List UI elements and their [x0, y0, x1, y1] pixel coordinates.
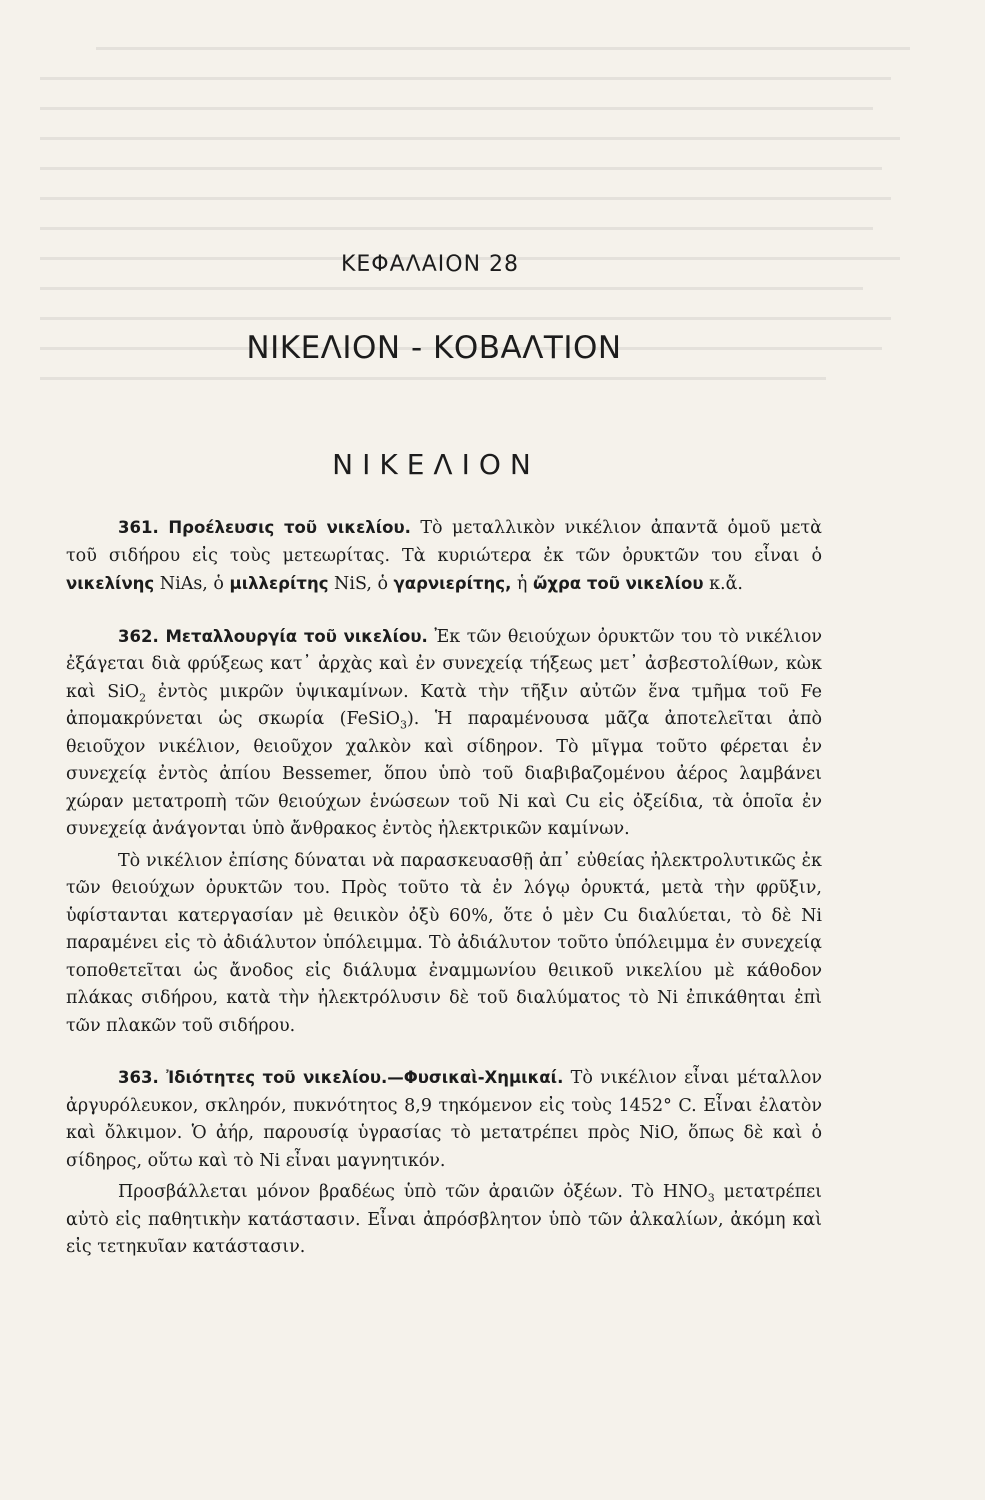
show-through-text [40, 20, 965, 450]
mineral-term: μιλλερίτης [229, 574, 329, 593]
text-run: NiS, ὁ [328, 574, 394, 594]
mineral-term: ὤχρα τοῦ νικελίου [532, 574, 704, 593]
section-title: ΝΙΚΕΛΙΟΝ [332, 448, 540, 481]
subscript: 2 [139, 691, 147, 704]
paragraph-362-b: Τὸ νικέλιον ἐπίσης δύναται νὰ παρασκευασθῇ ἀπ᾽ εὐθείας ἠλεκτρολυτικῶς ἐκ τῶν θειούχων ὀρυκτῶν του. Πρὸς τοῦτο τὰ ἐν λόγῳ ὀρυκτά, μετὰ τὴν φρῦξιν, ὑφίστανται κατεργασίαν μὲ θειικὸν ὀξὺ 60%, ὅτε ὁ μὲν Cu διαλύεται, τὸ δὲ Ni παραμένει εἰς τὸ ἀδιάλυτον ὑπόλειμμα. Τὸ ἀδιάλυτον τοῦτο ὑπόλειμμα ἐν συνεχείᾳ τοποθετεῖται ὡς ἄνοδος εἰς διάλυμα ἐναμμωνίου θειικοῦ νικελίου μὲ κάθοδον πλάκας σιδήρου, κατὰ τὴν ἠλεκτρόλυσιν δὲ τοῦ διαλύματος τὸ Ni ἐπικάθηται ἐπὶ τῶν πλακῶν τοῦ σιδήρου. [66, 850, 822, 1036]
text-run: Προσβάλλεται μόνον βραδέως ὑπὸ τῶν ἀραιῶν ὀξέων. Τὸ HNO [118, 1182, 708, 1202]
paragraph-363-b [66, 1179, 822, 1262]
text-run: κ.ἄ. [703, 574, 743, 594]
mineral-term: νικελίνης [66, 574, 155, 593]
paragraph-363-a [66, 1064, 822, 1175]
subscript: 3 [399, 718, 407, 732]
text-run: ). Ἡ παραμένουσα μᾶζα ἀποτελεῖται ἀπὸ θειοῦχον νικέλιον, θειοῦχον χαλκὸν καὶ σίδηρον. Τὸ μῖγμα τοῦτο φέρεται ἐν συνεχείᾳ ἐντὸς ἀπίου Bessemer, ὅπου ὑπὸ τοῦ διαβιβαζομένου ἀέρος λαμβάνει χώραν μετατροπὴ τῶν θειούχων ἑνώσεων τοῦ Ni καὶ Cu εἰς ὀξείδια, τὰ ὁποῖα ἐν συνεχείᾳ ἀνάγονται ὑπὸ ἄνθρακος ἐντὸς ἠλεκτρικῶν καμίνων. [66, 709, 822, 839]
heading-363: 363. Ἰδιότητες τοῦ νικελίου.—Φυσικαὶ-Χημικαί. [118, 1068, 564, 1087]
chapter-title: ΝΙΚΕΛΙΟΝ - ΚΟΒΑΛΤΙΟΝ [246, 330, 622, 366]
subscript: 3 [707, 1191, 715, 1205]
text-run: ἐντὸς μικρῶν ὑψικαμίνων. Κατὰ τὴν τῆξιν αὐτῶν ἕνα τμῆμα τοῦ Fe ἀπομακρύνεται ὡς σκωρία (FeSiO [66, 681, 822, 729]
text-run: Ἐκ τῶν θειούχων ὀρυκτῶν του τὸ νικέλιον ἐξάγεται διὰ φρύξεως κατ᾽ ἀρχὰς καὶ ἐν συνεχείᾳ τήξεως μετ᾽ ἀσβεστολίθων, κὼκ καὶ SiO [66, 626, 822, 702]
heading-362: 362. Μεταλλουργία τοῦ νικελίου. [118, 626, 428, 646]
chapter-label: ΚΕΦΑΛΑΙΟΝ 28 [340, 252, 520, 277]
text-run: Τὸ νικέλιον εἶναι μέταλλον ἀργυρόλευκον, σκληρόν, πυκνότητος 8,9 τηκόμενον εἰς τοὺς 1452° C. Εἶναι ἐλατὸν καὶ ὄλκιμον. Ὁ ἀήρ, παρουσίᾳ ὑγρασίας τὸ μετατρέπει πρὸς NiO, ὅπως δὲ καὶ ὁ σίδηρος, οὕτω καὶ τὸ Ni εἶναι μαγνητικόν. [66, 1068, 822, 1171]
heading-361: 361. Προέλευσις τοῦ νικελίου. [118, 518, 411, 537]
body-text [66, 514, 822, 1262]
text-run: μετατρέπει αὐτὸ εἰς παθητικὴν κατάστασιν. Εἶναι ἀπρόσβλητον ὑπὸ τῶν ἀλκαλίων, ἀκόμη καὶ εἰς τετηκυῖαν κατάστασιν. [66, 1182, 822, 1257]
text-run: ἡ [511, 574, 533, 594]
paragraph-361 [66, 514, 822, 599]
mineral-term: γαρνιερίτης, [393, 574, 512, 593]
text-run: NiAs, ὁ [154, 574, 230, 594]
text-run: Τὸ μεταλλικὸν νικέλιον ἀπαντᾶ ὁμοῦ μετὰ τοῦ σιδήρου εἰς τοὺς μετεωρίτας. Τὰ κυριώτερα ἐκ τῶν ὀρυκτῶν του εἶναι ὁ [66, 518, 822, 566]
paragraph-362-a [66, 623, 822, 844]
